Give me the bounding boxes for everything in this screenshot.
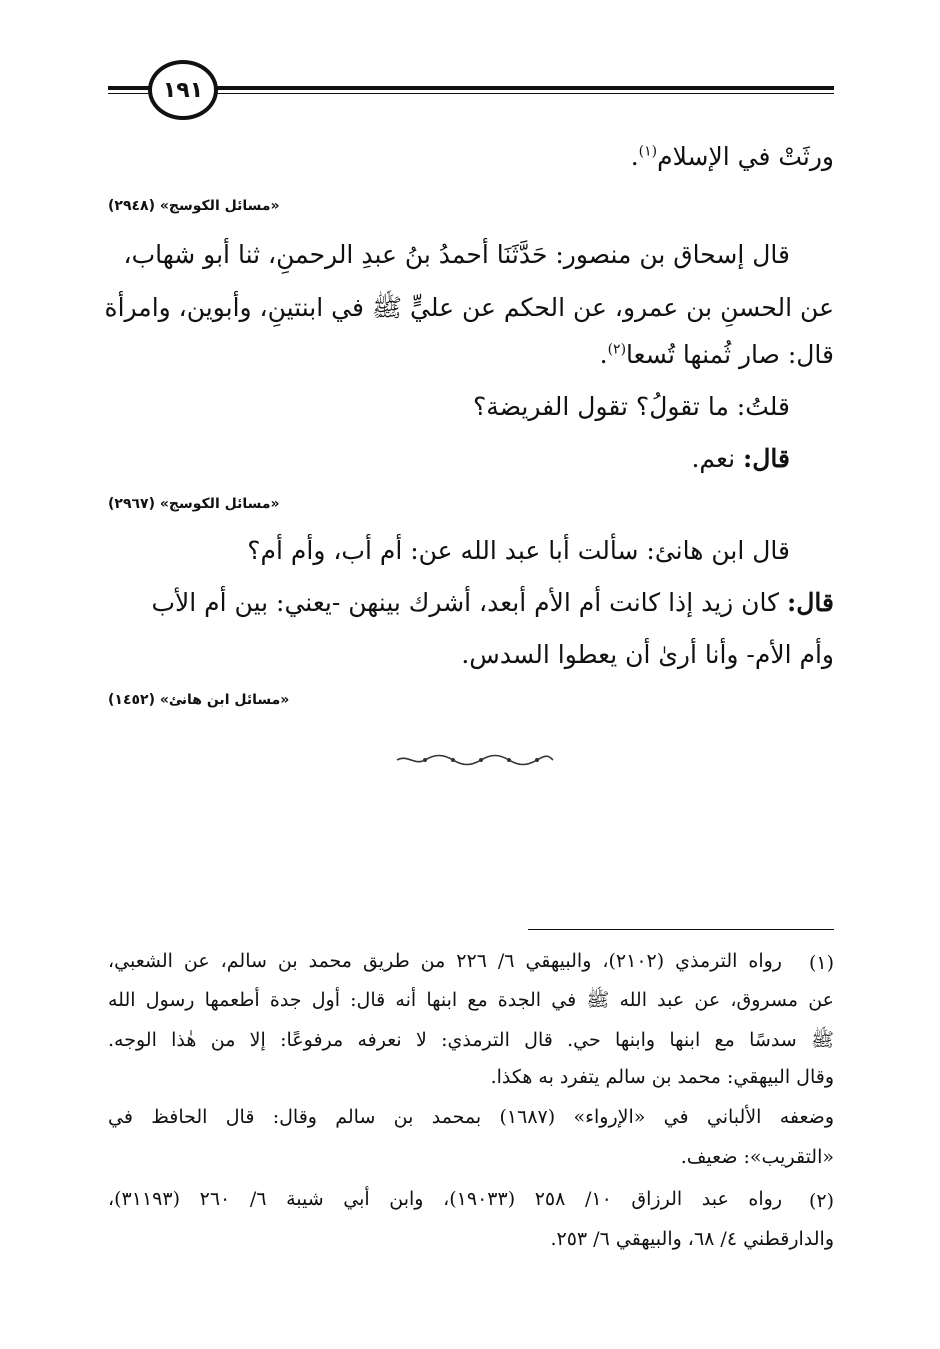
footnote-number: (٢) bbox=[808, 1190, 834, 1212]
footnote-divider bbox=[528, 929, 834, 930]
footnote-line: عن مسروق، عن عبد الله ﷺ في الجدة مع ابنها أنه قال: أول جدة أطعمها رسول الله bbox=[108, 989, 834, 1011]
footnote-ref: (٢) bbox=[607, 341, 627, 358]
text-line: قال إسحاق بن منصور: حَدَّثَنَا أحمدُ بنُ عبدِ الرحمنِ، ثنا أبو شهاب، bbox=[123, 240, 790, 269]
page-number: ١٩١ bbox=[148, 60, 218, 120]
text-line bbox=[152, 588, 835, 617]
text-line bbox=[600, 340, 834, 369]
text-line: وأم الأم- وأنا أرىٰ أن يعطوا السدس. bbox=[461, 640, 834, 669]
text-line: عن الحسنِ بن عمرو، عن الحكم عن عليٍّ ﷺ في ابنتينِ، وأبوين، وامرأة bbox=[104, 293, 834, 322]
source-citation: «مسائل الكوسج» (٢٩٦٧) bbox=[108, 496, 280, 512]
question-line bbox=[473, 392, 790, 421]
footnote-line: ﷺ سدسًا مع ابنها وابنها حي. قال الترمذي: لا نعرفه مرفوعًا: إلا من هٰذا الوجه. bbox=[108, 1029, 834, 1051]
answer-line bbox=[691, 444, 790, 473]
answer-label: قال: bbox=[787, 588, 834, 617]
text-line: قال ابن هانئ: سألت أبا عبد الله عن: أم أب، وأم أم؟ bbox=[247, 536, 790, 565]
question-text: ما تقولُ؟ تقول الفريضة؟ bbox=[473, 392, 729, 421]
footnote-line: رواه الترمذي (٢١٠٢)، والبيهقي ٦/ ٢٢٦ من طريق محمد بن سالم، عن الشعبي، bbox=[108, 950, 782, 972]
footnote-ref: (١) bbox=[638, 143, 658, 160]
footnote-line: وقال البيهقي: محمد بن سالم يتفرد به هكذا. bbox=[490, 1066, 834, 1088]
text-span: كان زيد إذا كانت أم الأم أبعد، أشرك بينهن -يعني: بين أم الأب bbox=[151, 588, 780, 617]
ornament-divider bbox=[395, 752, 555, 768]
footnote-line: وضعفه الألباني في «الإرواء» (١٦٨٧) بمحمد بن سالم وقال: قال الحافظ في bbox=[108, 1106, 834, 1128]
text-span: . bbox=[599, 340, 608, 369]
text-line bbox=[631, 142, 834, 171]
text-span: ورثَتْ في الإسلام bbox=[657, 142, 834, 171]
question-label: قلتُ: bbox=[736, 392, 790, 421]
footnote-line: «التقريب»: ضعيف. bbox=[680, 1146, 834, 1168]
text-span: . bbox=[630, 142, 639, 171]
footnote-number: (١) bbox=[808, 952, 834, 974]
footnote-line: رواه عبد الرزاق ١٠/ ٢٥٨ (١٩٠٣٣)، وابن أبي شيبة ٦/ ٢٦٠ (٣١١٩٣)، bbox=[108, 1188, 782, 1210]
page-header bbox=[108, 60, 834, 120]
source-citation: «مسائل الكوسج» (٢٩٤٨) bbox=[108, 198, 280, 214]
answer-label: قال: bbox=[743, 444, 790, 473]
answer-text: نعم. bbox=[691, 444, 736, 473]
source-citation: «مسائل ابن هانئ» (١٤٥٢) bbox=[108, 692, 290, 708]
footnote-line: والدارقطني ٤/ ٦٨، والبيهقي ٦/ ٢٥٣. bbox=[550, 1228, 834, 1250]
text-span: قال: صار ثُمنها تُسعا bbox=[626, 340, 834, 369]
